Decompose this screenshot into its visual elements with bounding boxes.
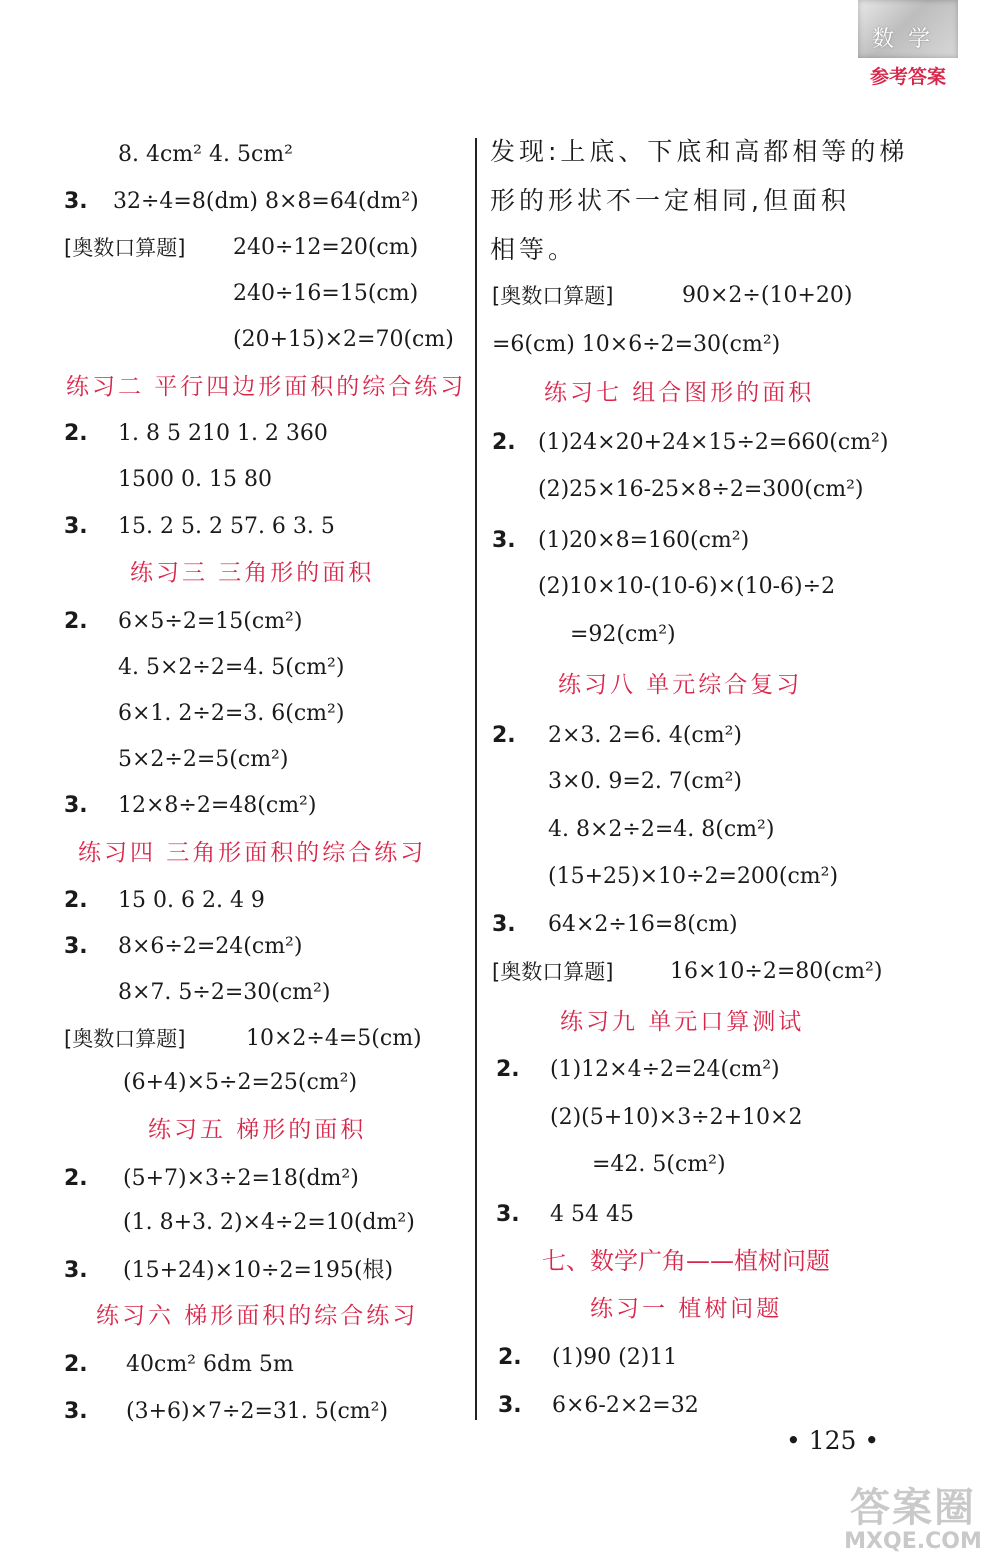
answer-line: 2×3. 2=6. 4(cm²) <box>548 723 742 748</box>
section-heading: 练习一 植树问题 <box>590 1296 783 1322</box>
note-paragraph-line: 相等。 <box>490 235 578 264</box>
question-number: 3. <box>64 934 88 959</box>
answer-line: (3+6)×7÷2=31. 5(cm²) <box>126 1399 389 1424</box>
answers-tag: 参考答案 <box>869 66 946 88</box>
answer-line: (6+4)×5÷2=25(cm²) <box>123 1070 358 1095</box>
watermark-logo-text: 答案圈 <box>850 1485 976 1531</box>
answer-line: 8. 4cm² 4. 5cm² <box>118 142 293 167</box>
answer-line: 4. 8×2÷2=4. 8(cm²) <box>548 817 775 842</box>
question-number: 2. <box>64 1166 88 1191</box>
answer-line: 15. 2 5. 2 57. 6 3. 5 <box>118 514 335 539</box>
answer-line: 12×8÷2=48(cm²) <box>118 793 317 818</box>
answer-line: 6×1. 2÷2=3. 6(cm²) <box>118 701 345 726</box>
answer-line: 3×0. 9=2. 7(cm²) <box>548 769 742 794</box>
column-divider <box>475 138 477 1420</box>
question-number: 3. <box>492 912 516 937</box>
question-number: 2. <box>492 723 516 748</box>
answer-line: (1)24×20+24×15÷2=660(cm²) <box>538 430 889 455</box>
section-heading: 练习九 单元口算测试 <box>560 1009 805 1035</box>
answer-line: (20+15)×2=70(cm) <box>233 327 454 352</box>
answer-line: 6×5÷2=15(cm²) <box>118 609 303 634</box>
answer-line: 6×6-2×2=32 <box>552 1393 699 1418</box>
question-number: 2. <box>496 1057 520 1082</box>
answer-line: 64×2÷16=8(cm) <box>548 912 738 937</box>
answer-line: 90×2÷(10+20) <box>682 283 853 308</box>
section-heading: 练习七 组合图形的面积 <box>544 380 815 406</box>
answer-line: 10×2÷4=5(cm) <box>246 1026 422 1051</box>
answer-line: 240÷16=15(cm) <box>233 281 419 306</box>
chapter-heading: 七、数学广角——植树问题 <box>542 1247 830 1275</box>
question-number: 3. <box>492 528 516 553</box>
answer-line: 1. 8 5 210 1. 2 360 <box>118 421 328 446</box>
watermark-url: MXQE.COM <box>844 1529 982 1554</box>
olympiad-bracket: [奥数口算题] <box>64 1027 186 1051</box>
section-heading: 练习二 平行四边形面积的综合练习 <box>66 374 467 400</box>
section-heading: 练习三 三角形的面积 <box>130 560 375 586</box>
answer-line: (5+7)×3÷2=18(dm²) <box>123 1166 359 1191</box>
watermark-logo <box>838 1476 988 1558</box>
question-number: 2. <box>64 609 88 634</box>
answer-line: (15+25)×10÷2=200(cm²) <box>548 864 839 889</box>
answer-line: 1500 0. 15 80 <box>118 467 272 492</box>
answer-line: (2)25×16-25×8÷2=300(cm²) <box>538 477 864 502</box>
answer-line: =42. 5(cm²) <box>592 1152 726 1177</box>
answer-line: (1)20×8=160(cm²) <box>538 528 750 553</box>
question-number: 3. <box>64 514 88 539</box>
question-number: 2. <box>492 430 516 455</box>
answer-line: 32÷4=8(dm) 8×8=64(dm²) <box>113 189 419 214</box>
answer-line: 8×7. 5÷2=30(cm²) <box>118 980 331 1005</box>
note-paragraph-line: 发现:上底、下底和高都相等的梯 <box>490 137 909 166</box>
left-column <box>0 0 475 1563</box>
answer-line: 4 54 45 <box>550 1202 634 1227</box>
section-heading: 练习六 梯形面积的综合练习 <box>96 1303 419 1329</box>
answer-line: (15+24)×10÷2=195(根) <box>123 1258 394 1283</box>
answer-line: (1)12×4÷2=24(cm²) <box>550 1057 780 1082</box>
answer-line: 8×6÷2=24(cm²) <box>118 934 303 959</box>
question-number: 3. <box>496 1202 520 1227</box>
note-paragraph-line: 形的形状不一定相同,但面积 <box>490 186 850 215</box>
question-number: 2. <box>64 888 88 913</box>
answer-line: =92(cm²) <box>570 622 676 647</box>
answer-line: 15 0. 6 2. 4 9 <box>118 888 265 913</box>
olympiad-bracket: [奥数口算题] <box>492 284 614 308</box>
answer-line: 5×2÷2=5(cm²) <box>118 747 289 772</box>
question-number: 3. <box>498 1393 522 1418</box>
answer-line: (1. 8+3. 2)×4÷2=10(dm²) <box>123 1210 415 1235</box>
subject-tab-label: 数学 <box>871 27 944 52</box>
section-heading: 练习八 单元综合复习 <box>558 672 803 698</box>
answer-line: 4. 5×2÷2=4. 5(cm²) <box>118 655 345 680</box>
answer-line: (2)10×10-(10-6)×(10-6)÷2 <box>538 574 836 599</box>
answer-line: 40cm² 6dm 5m <box>126 1352 294 1377</box>
olympiad-bracket: [奥数口算题] <box>64 236 186 260</box>
answer-line: (1)90 (2)11 <box>552 1345 678 1370</box>
answer-line: 240÷12=20(cm) <box>233 235 419 260</box>
question-number: 3. <box>64 189 88 214</box>
section-heading: 练习四 三角形面积的综合练习 <box>78 840 427 866</box>
question-number: 2. <box>498 1345 522 1370</box>
page-number: • 125 • <box>786 1426 880 1455</box>
question-number: 3. <box>64 1399 88 1424</box>
answer-line: 16×10÷2=80(cm²) <box>670 959 883 984</box>
section-heading: 练习五 梯形的面积 <box>148 1117 367 1143</box>
right-column <box>478 0 1000 1563</box>
olympiad-bracket: [奥数口算题] <box>492 960 614 984</box>
question-number: 2. <box>64 1352 88 1377</box>
answer-line: =6(cm) 10×6÷2=30(cm²) <box>492 332 781 357</box>
question-number: 3. <box>64 1258 88 1283</box>
question-number: 3. <box>64 793 88 818</box>
answer-line: (2)(5+10)×3÷2+10×2 <box>550 1105 803 1130</box>
question-number: 2. <box>64 421 88 446</box>
